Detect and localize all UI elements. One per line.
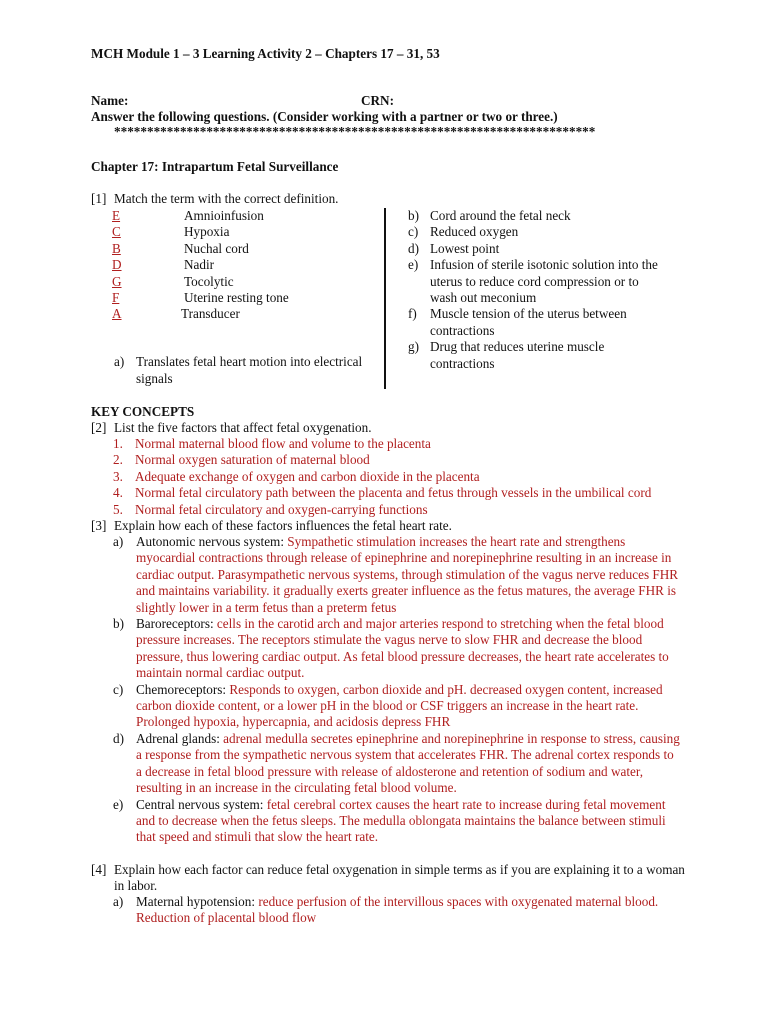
chapter-title: Chapter 17: Intrapartum Fetal Surveillance: [91, 159, 339, 174]
definition-a-line-2: signals: [136, 371, 173, 386]
match-term-row: [112, 208, 332, 224]
q2-item-text: Normal fetal circulatory path between the placenta and fetus through vessels in the umbilical cord: [135, 485, 652, 501]
q2-item-text: Normal maternal blood flow and volume to the placenta: [135, 436, 431, 451]
match-term-row: [112, 257, 332, 273]
q3-answer-list: [91, 534, 681, 846]
definition-item: [408, 241, 698, 257]
q3-item-label: Autonomic nervous system:: [136, 534, 288, 549]
key-concepts-heading: KEY CONCEPTS: [91, 404, 195, 419]
match-term-row: [112, 274, 332, 290]
q4-prompt: Explain how each factor can reduce fetal oxygenation in simple terms as if you are explaining it to a woman in labor.: [114, 862, 685, 894]
q3-prompt: Explain how each of these factors influences the fetal heart rate.: [114, 518, 452, 533]
q1-prompt: Match the term with the correct definition.: [114, 191, 339, 206]
definition-letter: g): [408, 339, 419, 355]
match-answer: F: [112, 289, 120, 305]
definition-line: Drug that reduces uterine muscle: [430, 339, 605, 355]
definition-line: contractions: [430, 355, 495, 371]
q3-number: [3]: [91, 518, 107, 533]
q3-item-letter: c): [113, 681, 124, 697]
definition-letter: d): [408, 240, 419, 256]
crn-label: CRN:: [361, 93, 394, 108]
definition-line: Muscle tension of the uterus between: [430, 306, 627, 322]
match-answer: G: [112, 273, 122, 289]
q3-item-answer: cells in the carotid arch and major arteries respond to stretching when the fetal blood pressure increases. The receptors stimulate the vagus nerve to slow FHR and decrease the blood pressure, thus lowering cardiac output. As fetal blood pressure decreases, the heart rate accelerates to maintain normal cardiac output.: [136, 616, 669, 681]
definition-line: uterus to reduce cord compression or to: [430, 273, 639, 289]
match-term: Amnioinfusion: [184, 208, 264, 223]
q3-item-letter: b): [113, 616, 124, 632]
match-answer: B: [112, 240, 121, 256]
match-term: Nuchal cord: [184, 240, 249, 256]
q3-item-letter: a): [113, 534, 124, 549]
q2-item-number: 1.: [113, 436, 123, 451]
q3-item-label: Adrenal glands:: [136, 730, 224, 746]
q3-item: [91, 682, 681, 731]
q2-answer-item: [91, 436, 711, 452]
definition-item: [408, 224, 698, 240]
q1-number: [1]: [91, 191, 107, 206]
q3-item-letter: d): [113, 730, 124, 746]
definition-item: [408, 208, 698, 224]
q2-item-number: 3.: [113, 468, 123, 484]
q3-item-label: Chemoreceptors:: [136, 681, 230, 697]
q2-number: [2]: [91, 420, 107, 435]
match-term-row: [112, 306, 332, 322]
definition-item: [408, 257, 698, 306]
q4-item-label: Maternal hypotension:: [136, 894, 259, 909]
instructions: Answer the following questions. (Consider working with a partner or two or three.): [91, 109, 558, 124]
q3-item-label: Baroreceptors:: [136, 616, 217, 632]
q3-item-letter: e): [113, 796, 124, 812]
name-label: Name:: [91, 93, 129, 108]
definition-item: [408, 339, 698, 372]
definition-letter: c): [408, 224, 419, 240]
match-term: Hypoxia: [184, 224, 230, 240]
q4-item-answer: reduce perfusion of the intervillous spaces with oxygenated maternal blood. Reduction of placental blood flow: [136, 894, 659, 926]
q2-answer-item: [91, 469, 711, 485]
definition-letter: b): [408, 208, 419, 223]
match-term-row: [112, 241, 332, 257]
q3-item: [91, 616, 681, 682]
q3-item: [91, 731, 681, 797]
q3-item-answer: Sympathetic stimulation increases the heart rate and strengthens myocardial contractions through release of epinephrine and norepinephrine resulting in an increase in cardiac output. Parasympathetic nervous systems, through stimulation of the vagus nerve reduces FHR and maintains variability. it gradually exerts greater influence as the fetus matures, the average FHR is slightly lower in a term fetus than a preterm fetus: [136, 534, 679, 615]
star-divider: *************************************************************************: [114, 124, 596, 139]
definition-line: Cord around the fetal neck: [430, 208, 571, 223]
q2-answer-list: [91, 436, 711, 518]
definition-line: contractions: [430, 322, 495, 338]
match-terms-list: [112, 208, 332, 323]
definition-line: Infusion of sterile isotonic solution into the: [430, 257, 658, 273]
q3-item-answer: fetal cerebral cortex causes the heart rate to increase during fetal movement and to decrease when the fetus sleeps. The medulla oblongata maintains the balance between stimuli that speed and stimuli that slow the heart rate.: [136, 796, 666, 845]
q4-item-letter: a): [113, 894, 124, 909]
q2-answer-item: [91, 485, 711, 501]
match-term: Uterine resting tone: [184, 289, 289, 305]
document-header: MCH Module 1 – 3 Learning Activity 2 – Chapters 17 – 31, 53: [91, 46, 440, 61]
match-term: Tocolytic: [184, 273, 234, 289]
q4-answer-list: [91, 894, 671, 927]
definition-a-letter: a): [114, 354, 125, 369]
match-answer: C: [112, 224, 121, 240]
column-divider: [384, 208, 386, 389]
q4-number: [4]: [91, 862, 107, 877]
q3-item-answer: Responds to oxygen, carbon dioxide and pH. decreased oxygen content, increased carbon dioxide content, or a lower pH in the blood or CSF triggers an increase in the heart rate. Prolonged hypoxia, hypercapnia, and acidosis depress FHR: [136, 681, 663, 730]
q2-item-text: Normal fetal circulatory and oxygen-carrying functions: [135, 501, 428, 517]
q3-item: [91, 534, 681, 616]
q2-answer-item: [91, 502, 711, 518]
q2-item-text: Adequate exchange of oxygen and carbon dioxide in the placenta: [135, 468, 480, 484]
q3-item-label: Central nervous system:: [136, 796, 267, 812]
q2-item-number: 5.: [113, 501, 123, 517]
q2-prompt: List the five factors that affect fetal oxygenation.: [114, 420, 372, 435]
match-definitions-list: [408, 208, 698, 372]
definition-line: wash out meconium: [430, 290, 537, 306]
definition-letter: e): [408, 257, 419, 273]
q3-item: [91, 797, 681, 846]
match-answer: E: [112, 208, 121, 223]
q3-item-answer: adrenal medulla secretes epinephrine and norepinephrine in response to stress, causing a response from the sympathetic nervous system that accelerates FHR. The adrenal cortex responds to a decrease in fetal blood pressure with release of aldosterone and retention of sodium and water, resulting in an increase in the circulating fetal blood volume.: [136, 730, 680, 796]
q4-item: [91, 894, 671, 927]
definition-line: Lowest point: [430, 240, 500, 256]
match-term: Nadir: [184, 257, 215, 273]
definition-item: [408, 306, 698, 339]
q2-item-number: 2.: [113, 452, 123, 468]
match-answer: A: [112, 306, 122, 322]
q2-item-number: 4.: [113, 485, 123, 501]
match-answer: D: [112, 257, 122, 273]
match-term-row: [112, 224, 332, 240]
definition-letter: f): [408, 306, 417, 322]
definition-line: Reduced oxygen: [430, 224, 519, 240]
match-term: Transducer: [181, 306, 240, 322]
q2-answer-item: [91, 452, 711, 468]
definition-a-line-1: Translates fetal heart motion into electrical: [136, 354, 363, 369]
match-term-row: [112, 290, 332, 306]
q2-item-text: Normal oxygen saturation of maternal blood: [135, 452, 370, 468]
